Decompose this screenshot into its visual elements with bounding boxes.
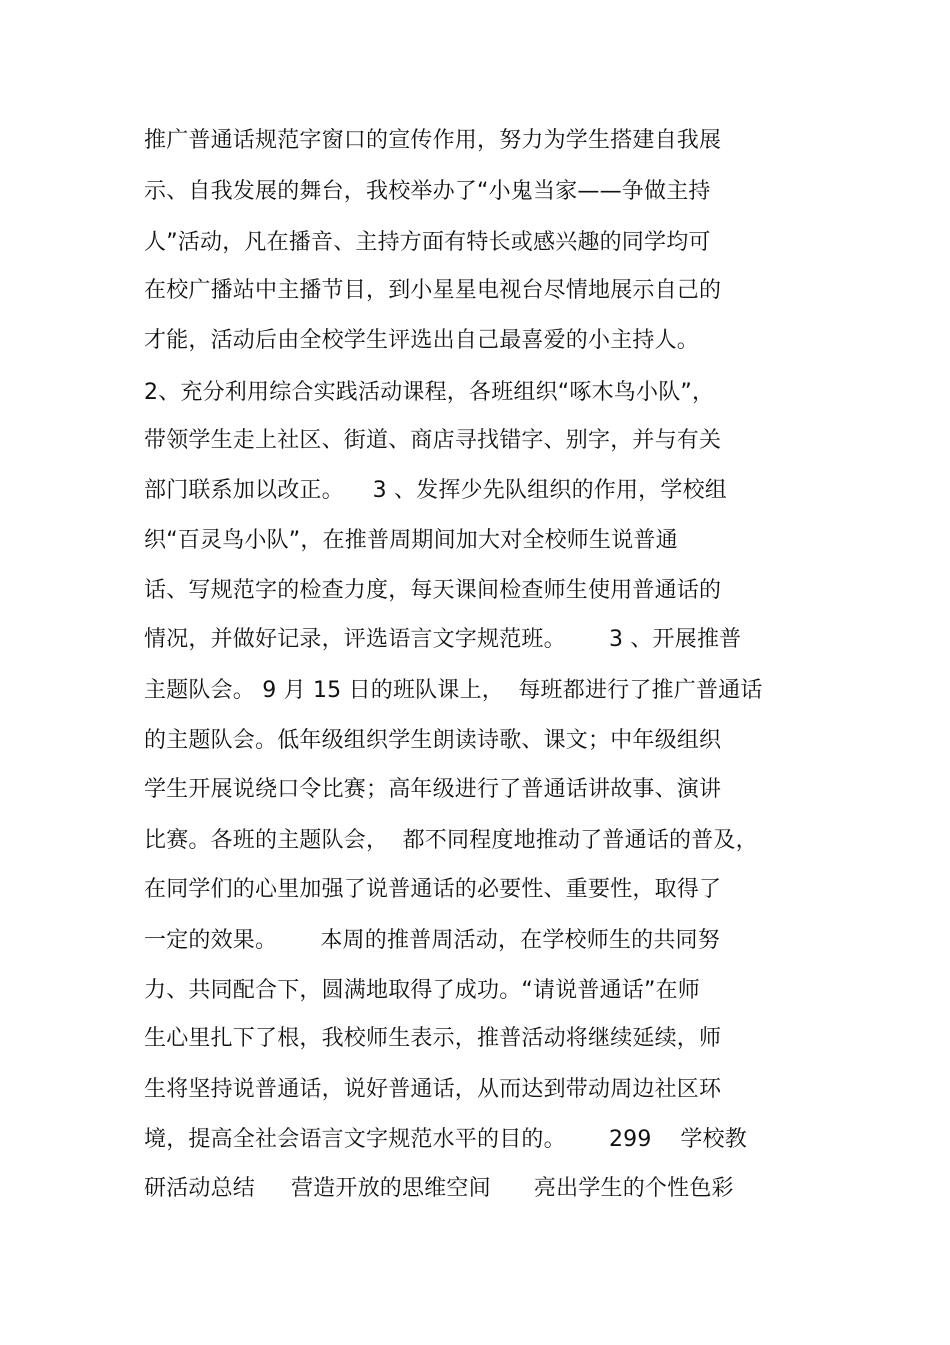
text-line: 带领学生走上社区、街道、商店寻找错字、别字，并与有关 [144, 428, 722, 453]
text-line: 学生开展说绕口令比赛；高年级进行了普通话讲故事、演讲 [144, 777, 722, 802]
text-line: 情况，并做好记录，评选语言文字规范班。 3 、开展推普 [144, 627, 742, 652]
text-line: 在校广播站中主播节目，到小星星电视台尽情地展示自己的 [144, 278, 722, 303]
text-line: 力、共同配合下，圆满地取得了成功。“请说普通话”在师 [144, 978, 700, 1003]
text-line: 的主题队会。低年级组织学生朗读诗歌、课文；中年级组织 [144, 728, 722, 753]
text-line: 部门联系加以改正。 3 、发挥少先队组织的作用，学校组 [144, 478, 727, 503]
text-line: 才能，活动后由全校学生评选出自己最喜爱的小主持人。 [144, 328, 700, 353]
text-line: 推广普通话规范字窗口的宣传作用，努力为学生搭建自我展 [144, 128, 722, 153]
text-line: 主题队会。 9 月 15 日的班队课上， 每班都进行了推广普通话 [144, 678, 763, 703]
text-line: 话、写规范字的检查力度，每天课间检查师生使用普通话的 [144, 578, 722, 603]
text-line: 示、自我发展的舞台，我校举办了“小鬼当家——争做主持 [144, 179, 711, 204]
text-line: 一定的效果。 本周的推普周活动，在学校师生的共同努 [144, 928, 720, 953]
text-line: 织“百灵鸟小队”，在推普周期间加大对全校师生说普通 [144, 528, 678, 553]
text-line: 生将坚持说普通话，说好普通话，从而达到带动周边社区环 [144, 1077, 722, 1102]
text-line: 2、充分利用综合实践活动课程，各班组织“啄木鸟小队”， [144, 380, 715, 405]
text-line: 在同学们的心里加强了说普通话的必要性、重要性，取得了 [144, 877, 722, 902]
text-line: 生心里扎下了根，我校师生表示，推普活动将继续延续，师 [144, 1026, 722, 1051]
text-line: 研活动总结 营造开放的思维空间 亮出学生的个性色彩 [144, 1176, 734, 1201]
text-line: 比赛。各班的主题队会， 都不同程度地推动了普通话的普及， [144, 828, 758, 853]
text-line: 人”活动，凡在播音、主持方面有特长或感兴趣的同学均可 [144, 230, 711, 255]
text-line: 境，提高全社会语言文字规范水平的目的。 299 学校教 [144, 1127, 747, 1152]
